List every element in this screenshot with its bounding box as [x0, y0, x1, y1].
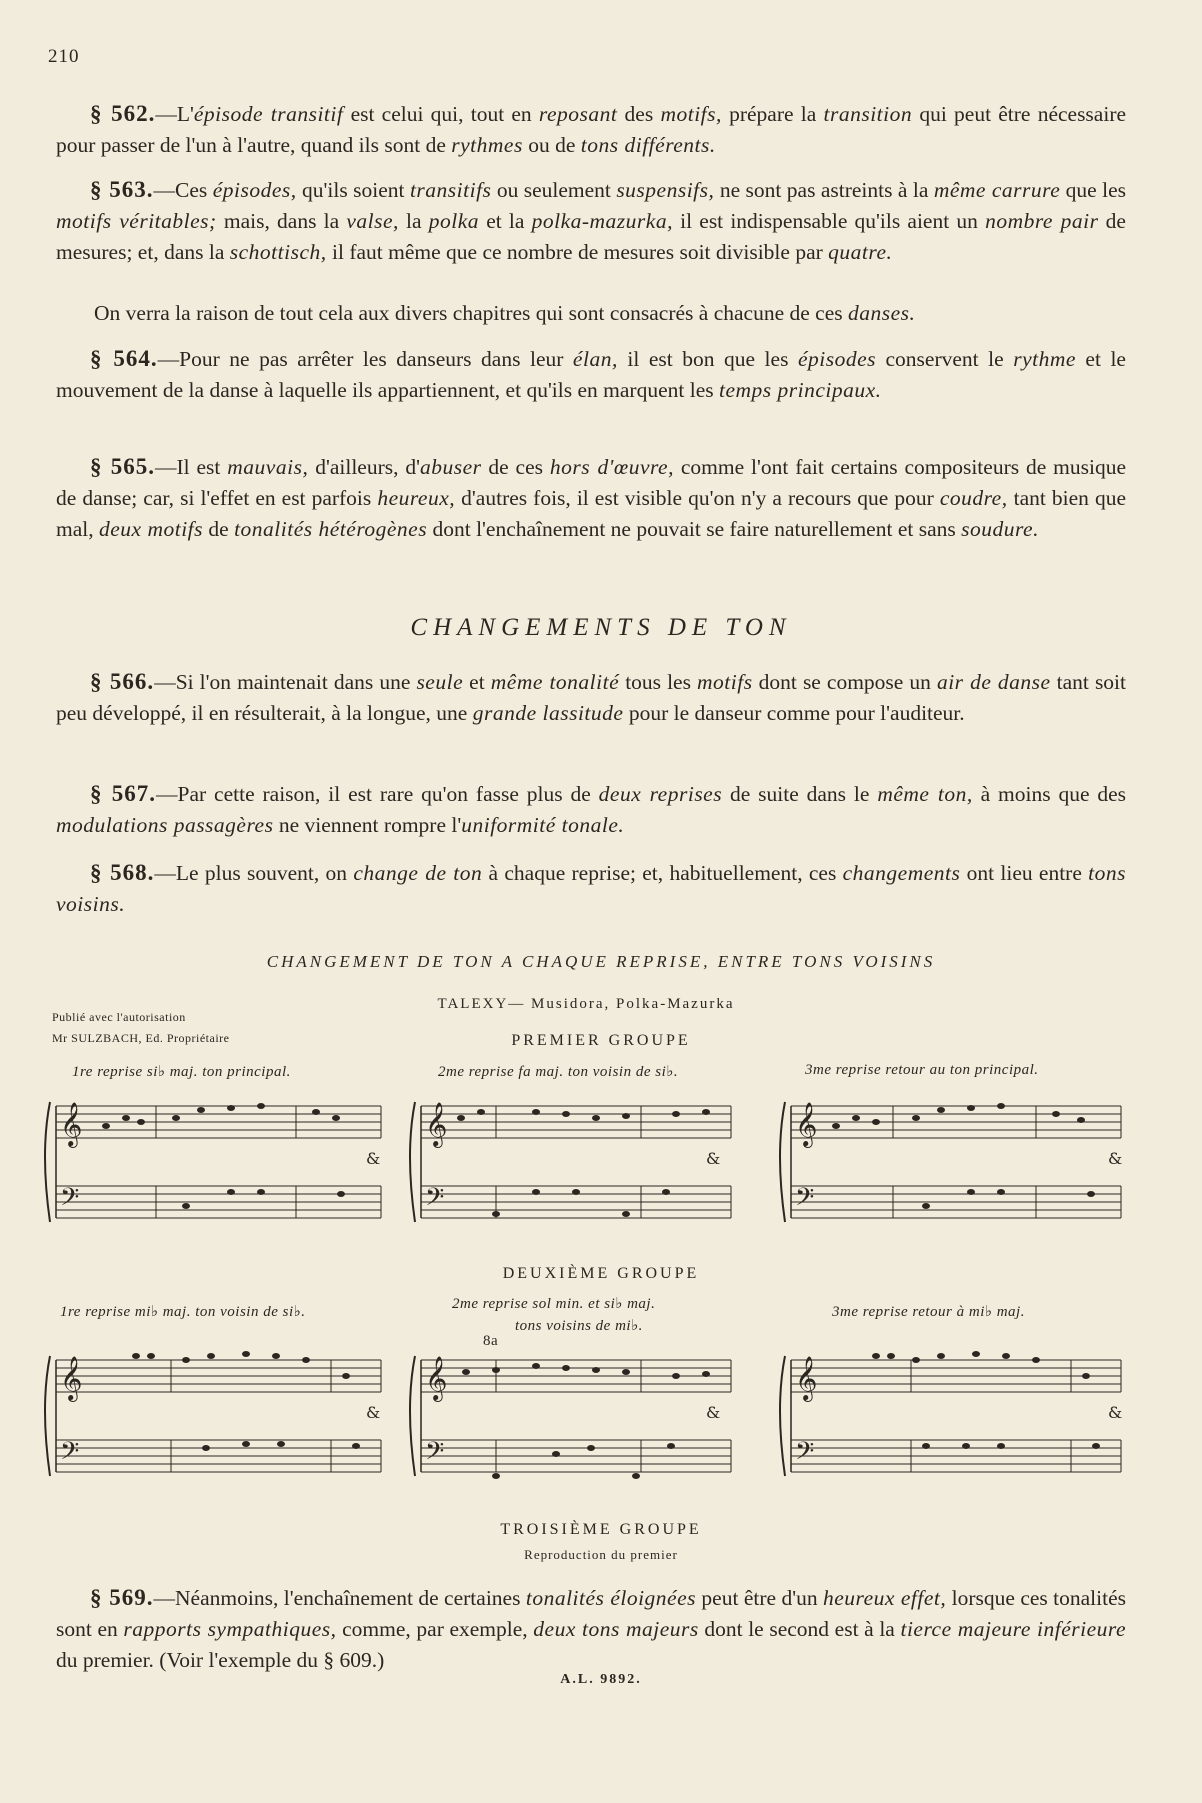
plate-number: A.L. 9892.	[560, 1672, 642, 1687]
svg-text:𝄢: 𝄢	[60, 1437, 80, 1472]
svg-text:&: &	[706, 1149, 721, 1168]
score-group-1	[36, 1082, 1126, 1232]
reprise-label-1-3: 3me reprise retour au ton principal.	[805, 1062, 1039, 1078]
source-credit: TALEXY— Musidora, Polka-Mazurka	[437, 996, 735, 1012]
reprise-label-2-3: 3me reprise retour à mi♭ maj.	[832, 1304, 1025, 1320]
paragraph-563-continued: On verra la raison de tout cela aux divers chapitres qui sont consacrés à chacune de ces danses.	[94, 301, 916, 325]
section-number: § 568.	[90, 860, 155, 885]
reprise-label-1-2: 2me reprise fa maj. ton voisin de si♭.	[438, 1064, 679, 1080]
paragraph-563: § 563.—Ces épisodes, qu'ils soient transitifs ou seulement suspensifs, ne sont pas astreints à la même carrure que les motifs véritables; mais, dans la valse, la polka et la polka-mazurka, il est indispensable qu'ils aient un nombre pair de mesures; et, dans la schottisch, il faut même que ce nombre de mesures soit divisible par quatre.	[56, 177, 1127, 264]
publisher-note: Publié avec l'autorisation	[52, 1010, 186, 1024]
paragraph-564: § 564.—Pour ne pas arrêter les danseurs dans leur élan, il est bon que les épisodes conservent le rythme et le mouvement de la danse à laquelle ils appartiennent, et qu'ils en marquent les temps principaux.	[56, 346, 1126, 402]
svg-text:𝄢: 𝄢	[60, 1183, 80, 1218]
svg-text:&: &	[1108, 1149, 1123, 1168]
svg-text:𝄞: 𝄞	[425, 1356, 448, 1400]
reprise-label-2-1: 1re reprise mi♭ maj. ton voisin de si♭.	[60, 1304, 306, 1320]
svg-text:𝄞: 𝄞	[795, 1356, 818, 1400]
example-title: CHANGEMENT DE TON A CHAQUE REPRISE, ENTRE TONS VOISINS	[266, 952, 936, 971]
group-title-3: TROISIÈME GROUPE	[500, 1521, 702, 1538]
group-title-2: DEUXIÈME GROUPE	[502, 1265, 700, 1282]
section-number: § 567.	[90, 781, 157, 806]
section-number: § 562.	[90, 101, 156, 126]
section-number: § 564.	[90, 346, 158, 371]
reprise-label-2-2b: tons voisins de mi♭.	[515, 1318, 643, 1334]
svg-text:𝄞: 𝄞	[60, 1102, 83, 1146]
section-number: § 569.	[90, 1585, 154, 1610]
reprise-label-1-1: 1re reprise si♭ maj. ton principal.	[72, 1064, 291, 1080]
svg-text:&: &	[1108, 1403, 1123, 1422]
group-3-subtitle: Reproduction du premier	[524, 1547, 678, 1562]
svg-text:𝄢: 𝄢	[795, 1183, 815, 1218]
paragraph-567: § 567.—Par cette raison, il est rare qu'on fasse plus de deux reprises de suite dans le même ton, à moins que des modulations passagères ne viennent rompre l'uniformité tonale.	[56, 781, 1127, 837]
score-group-2	[36, 1336, 1126, 1486]
group-title-1: PREMIER GROUPE	[511, 1032, 691, 1049]
svg-text:𝄢: 𝄢	[425, 1183, 445, 1218]
svg-text:𝄢: 𝄢	[795, 1437, 815, 1472]
ottava-mark: 8a	[483, 1333, 499, 1349]
svg-text:𝄞: 𝄞	[795, 1102, 818, 1146]
reprise-label-2-2: 2me reprise sol min. et si♭ maj.	[452, 1296, 656, 1312]
page-number: 210	[48, 46, 80, 67]
section-number: § 563.	[90, 177, 154, 202]
section-number: § 566.	[90, 669, 155, 694]
svg-text:𝄢: 𝄢	[425, 1437, 445, 1472]
svg-text:&: &	[706, 1403, 721, 1422]
svg-text:𝄞: 𝄞	[60, 1356, 83, 1400]
svg-text:&: &	[366, 1149, 381, 1168]
svg-text:&: &	[366, 1403, 381, 1422]
paragraph-569: § 569.—Néanmoins, l'enchaînement de certaines tonalités éloignées peut être d'un heureux effet, lorsque ces tonalités sont en rapports sympathiques, comme, par exemple, deux tons majeurs dont le second est à la tierce majeure inférieure du premier. (Voir l'exemple du § 609.)	[56, 1585, 1127, 1672]
paragraph-568: § 568.—Le plus souvent, on change de ton à chaque reprise; et, habituellement, ces changements ont lieu entre tons voisins.	[56, 860, 1127, 916]
section-number: § 565.	[90, 454, 155, 479]
publisher-name: Mr SULZBACH, Ed. Propriétaire	[52, 1031, 230, 1045]
svg-text:𝄞: 𝄞	[425, 1102, 448, 1146]
section-heading: CHANGEMENTS DE TON	[410, 614, 792, 641]
paragraph-562: § 562.—L'épisode transitif est celui qui, tout en reposant des motifs, prépare la transition qui peut être nécessaire pour passer de l'un à l'autre, quand ils sont de rythmes ou de tons différents.	[56, 101, 1127, 157]
paragraph-566: § 566.—Si l'on maintenait dans une seule et même tonalité tous les motifs dont se compose un air de danse tant soit peu développé, il en résulterait, à la longue, une grande lassitude pour le danseur comme pour l'auditeur.	[56, 669, 1127, 725]
paragraph-565: § 565.—Il est mauvais, d'ailleurs, d'abuser de ces hors d'œuvre, comme l'ont fait certains compositeurs de musique de danse; car, si l'effet en est parfois heureux, d'autres fois, il est visible qu'on n'y a recours que pour coudre, tant bien que mal, deux motifs de tonalités hétérogènes dont l'enchaînement ne pouvait se faire naturellement et sans soudure.	[56, 454, 1126, 541]
